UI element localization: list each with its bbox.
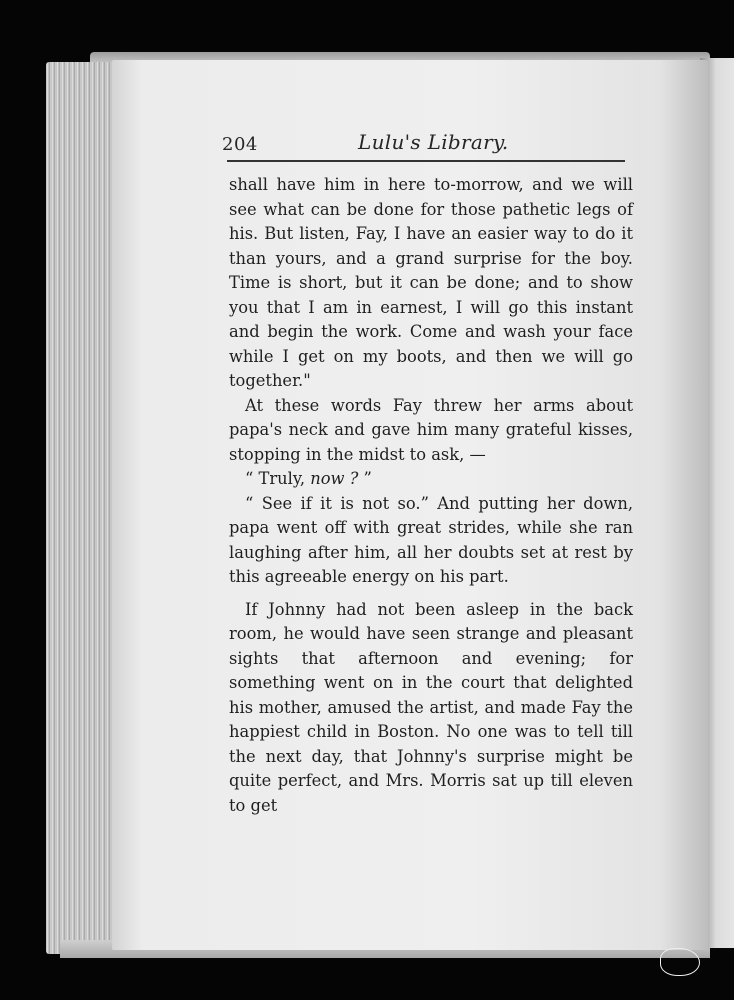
page-number: 204 [222,134,258,155]
paragraph-3 [229,467,633,492]
quote-lead: “ Truly, [245,469,311,488]
paragraph-4: “ See if it is not so.” And putting her down, papa went off with great strides, while she ran laughing after him, all her doubts set at rest by this agreeable energy on his part. [229,493,633,586]
header-rule [227,160,625,162]
paragraph-2: At these words Fay threw her arms about papa's neck and gave him many grateful kisses, stopping in the midst to ask, — [229,395,633,464]
quote-tail: ” [358,469,372,488]
paragraph-1: shall have him in here to-morrow, and we will see what can be done for those pathetic legs of his. But listen, Fay, I have an easier way to do it than yours, and a grand surprise for the boy. Time is short, but it can be done; and to show you that I am in earnest, I will go this instant and begin the work. Come and wash your face while I get on my boots, and then we will go together." [229,175,633,390]
quote-italic: now ? [310,469,359,488]
running-head [222,130,628,160]
running-title: Lulu's Library. [358,130,509,154]
body-text [229,173,633,818]
paragraph-5: If Johnny had not been asleep in the back room, he would have seen strange and pleasant sights that afternoon and evening; for something went on in the court that delighted his mother, amused the artist, and made Fay the happiest child in Boston. No one was to tell till the next day, that Johnny's surprise might be quite perfect, and Mrs. Morris sat up till eleven to get [229,599,633,815]
page-scuff-mark [660,948,700,976]
